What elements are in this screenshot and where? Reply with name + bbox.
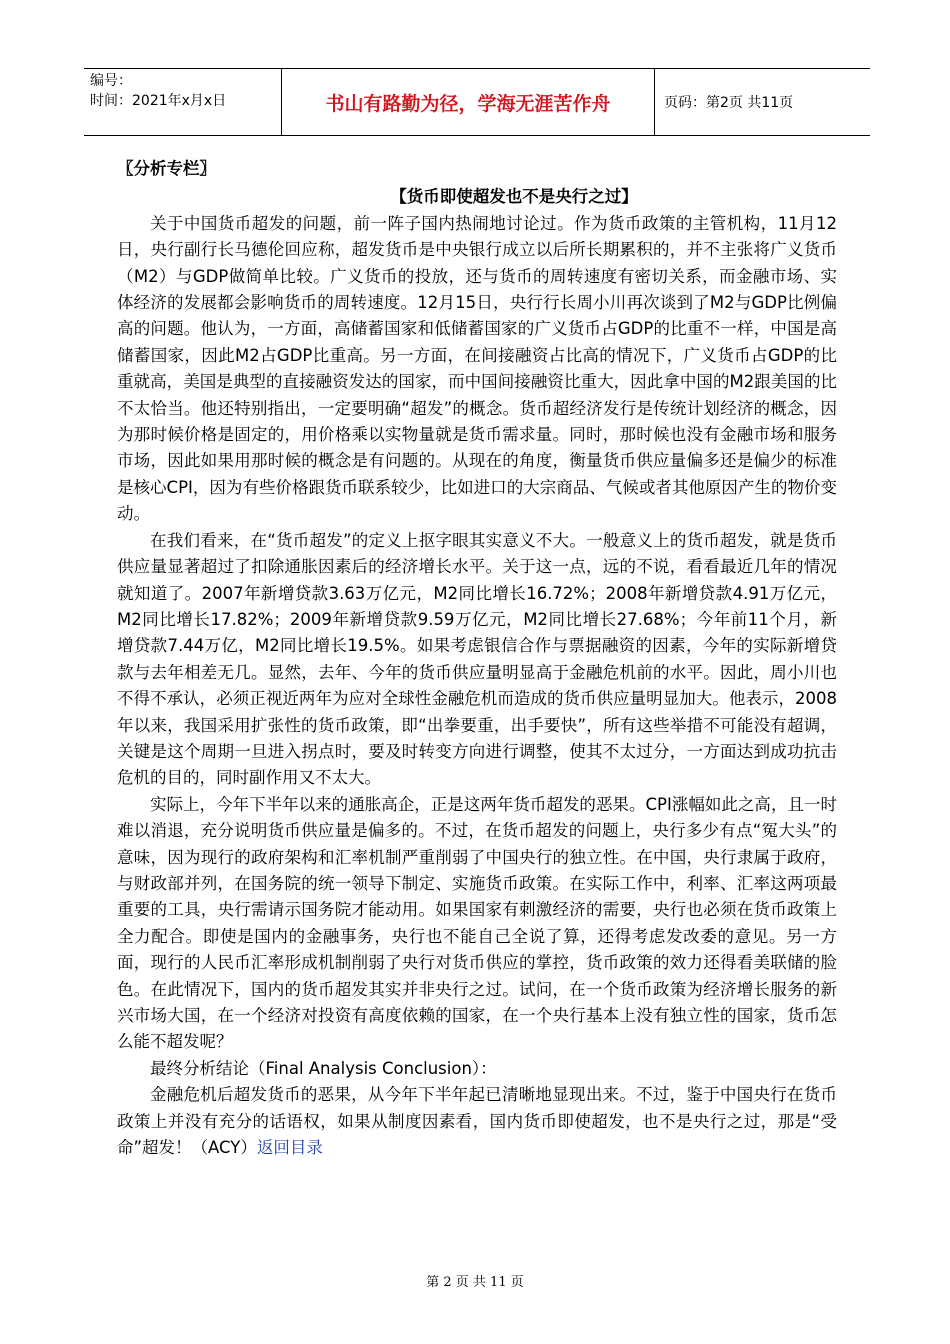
header-motto-cell <box>282 69 655 135</box>
document-date: 时间：2021年x月x日 <box>90 93 227 109</box>
header-motto: 书山有路勤为径，学海无涯苦作舟 <box>325 92 611 115</box>
page-header <box>84 68 870 136</box>
paragraph-2: 在我们看来，在“货币超发”的定义上抠字眼其实意义不大。一般意义上的货币超发，就是货币供应量显著超过了扣除通胀因素后的经济增长水平。关于这一点，远的不说，看看最近几年的情况就知道了。2007年新增贷款3.63万亿元，M2同比增长16.72%；2008年新增贷款4.91万亿元，M2同比增长17.82%；2009年新增贷款9.59万亿元，M2同比增长27.68%；今年前11个月，新增贷款7.44万亿，M2同比增长19.5%。如果考虑银信合作与票据融资的因素，今年的实际新增贷款与去年相差无几。显然，去年、今年的货币供应量明显高于金融危机前的水平。因此，周小川也不得不承认，必须正视近两年为应对全球性金融危机而造成的货币供应量明显加大。他表示，2008年以来，我国采用扩张性的货币政策，即“出拳要重，出手要快”，所有这些举措不可能没有超调，关键是这个周期一旦进入拐点时，要及时转变方向进行调整，使其不太过分，一方面达到成功抗击危机的目的，同时副作用又不太大。 <box>117 530 837 788</box>
page-footer: 第 2 页 共 11 页 <box>426 1275 524 1290</box>
article-title: 【货币即使超发也不是央行之过】 <box>390 187 638 207</box>
header-page-info-cell <box>655 69 870 135</box>
article-body <box>117 156 837 1161</box>
conclusion-paragraph <box>117 1082 837 1161</box>
conclusion-text: 金融危机后超发货币的恶果，从今年下半年起已清晰地显现出来。不过，鉴于中国央行在货币政策上并没有充分的话语权，如果从制度因素看，国内货币即使超发，也不是央行之过，那是“受命”超发！（ACY） <box>117 1085 837 1158</box>
section-label: 〖分析专栏〗 <box>117 159 216 178</box>
paragraph-3: 实际上，今年下半年以来的通胀高企，正是这两年货币超发的恶果。CPI涨幅如此之高，且一时难以消退，充分说明货币供应量是偏多的。不过，在货币超发的问题上，央行多少有点“冤大头”的意味，因为现行的政府架构和汇率机制严重削弱了中国央行的独立性。在中国，央行隶属于政府，与财政部并列，在国务院的统一领导下制定、实施货币政策。在实际工作中，利率、汇率这两项最重要的工具，央行需请示国务院才能动用。如果国家有刺激经济的需要，央行也必须在货币政策上全力配合。即使是国内的金融事务，央行也不能自己全说了算，还得考虑发改委的意见。另一方面，现行的人民币汇率形成机制削弱了央行对货币供应的掌控，货币政策的效力还得看美联储的脸色。在此情况下，国内的货币超发其实并非央行之过。试问，在一个货币政策为经济增长服务的新兴市场大国，在一个经济对投资有高度依赖的国家，在一个央行基本上没有独立性的国家，货币怎么能不超发呢？ <box>117 794 837 1052</box>
document-number-label: 编号： <box>90 73 132 89</box>
paragraph-1: 关于中国货币超发的问题，前一阵子国内热闹地讨论过。作为货币政策的主管机构，11月12日，央行副行长马德伦回应称，超发货币是中央银行成立以后所长期累积的，并不主张将广义货币（M2）与GDP做简单比较。广义货币的投放，还与货币的周转速度有密切关系，而金融市场、实体经济的发展都会影响货币的周转速度。12月15日，央行行长周小川再次谈到了M2与GDP比例偏高的问题。他认为，一方面，高储蓄国家和低储蓄国家的广义货币占GDP的比重不一样，中国是高储蓄国家，因此M2占GDP比重高。另一方面，在间接融资占比高的情况下，广义货币占GDP的比重就高，美国是典型的直接融资发达的国家，而中国间接融资比重大，因此拿中国的M2跟美国的比不太恰当。他还特别指出，一定要明确“超发”的概念。货币超经济发行是传统计划经济的概念，因为那时候价格是固定的，用价格乘以实物量就是货币需求量。同时，那时候也没有金融市场和服务市场，因此如果用那时候的概念是有问题的。从现在的角度，衡量货币供应量偏多还是偏少的标准是核心CPI，因为有些价格跟货币联系较少，比如进口的大宗商品、气候或者其他原因产生的物价变动。 <box>117 213 837 524</box>
header-page-info: 页码：第2页 共11页 <box>664 95 794 111</box>
header-meta <box>84 69 282 135</box>
conclusion-heading: 最终分析结论（Final Analysis Conclusion）： <box>150 1058 497 1078</box>
back-to-contents-link[interactable]: 返回目录 <box>256 1138 323 1158</box>
